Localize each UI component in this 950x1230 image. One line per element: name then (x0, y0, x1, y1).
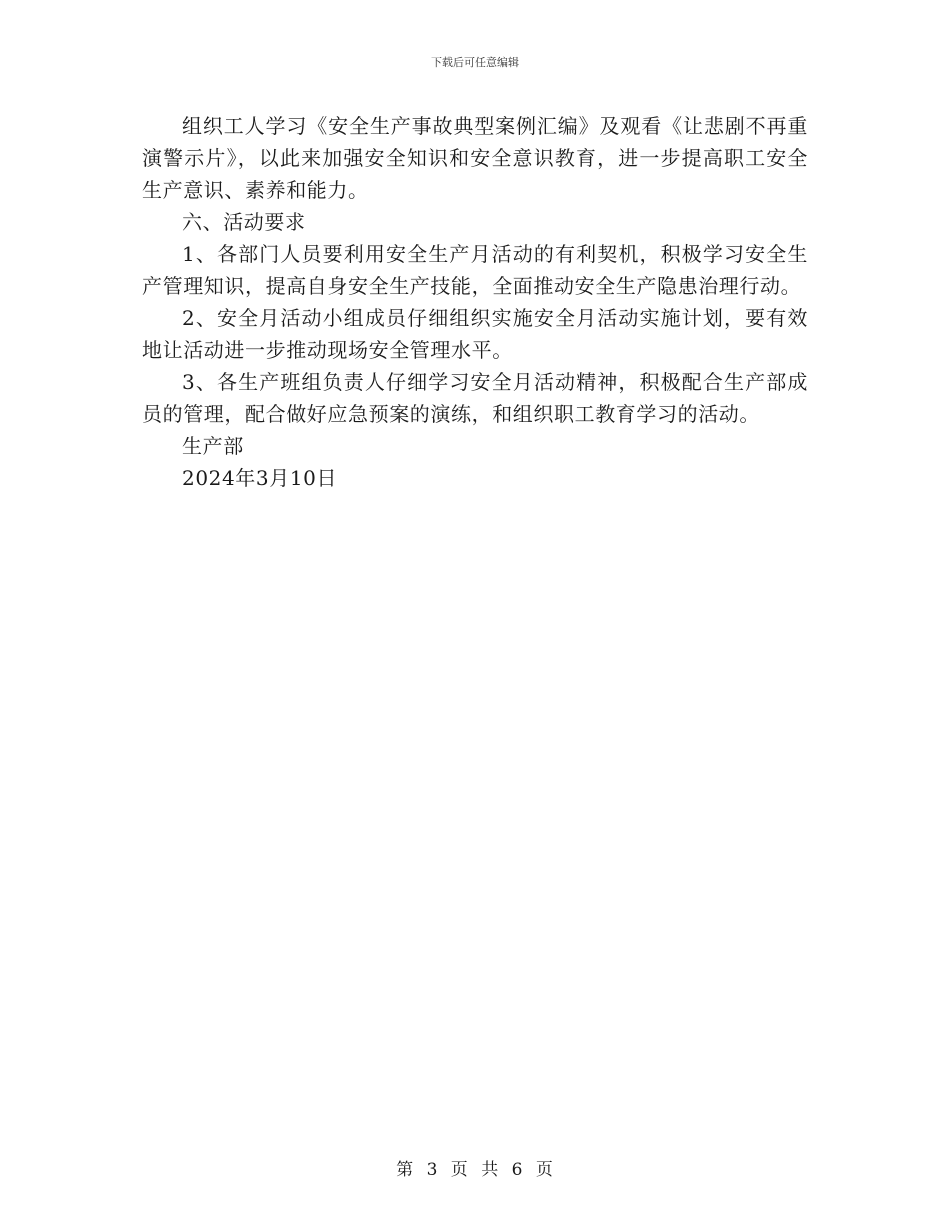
signature-department: 生产部 (182, 434, 244, 458)
document-body (142, 110, 808, 494)
section-heading-requirements: 六、活动要求 (182, 210, 306, 234)
requirement-item-1: 1、各部门人员要利用安全生产月活动的有利契机，积极学习安全生产管理知识，提高自身安全生产技能，全面推动安全生产隐患治理行动。 (142, 242, 808, 298)
page-number: 第 3 页 共 6 页 (396, 1160, 554, 1180)
header-note: 下载后可任意编辑 (431, 56, 519, 69)
paragraph-training: 组织工人学习《安全生产事故典型案例汇编》及观看《让悲剧不再重演警示片》，以此来加强安全知识和安全意识教育，进一步提高职工安全生产意识、素养和能力。 (142, 114, 808, 202)
requirement-item-3: 3、各生产班组负责人仔细学习安全月活动精神，积极配合生产部成员的管理，配合做好应急预案的演练，和组织职工教育学习的活动。 (142, 370, 808, 426)
requirement-item-2: 2、安全月活动小组成员仔细组织实施安全月活动实施计划，要有效地让活动进一步推动现场安全管理水平。 (142, 306, 808, 362)
signature-date: 2024年3月10日 (182, 466, 338, 490)
